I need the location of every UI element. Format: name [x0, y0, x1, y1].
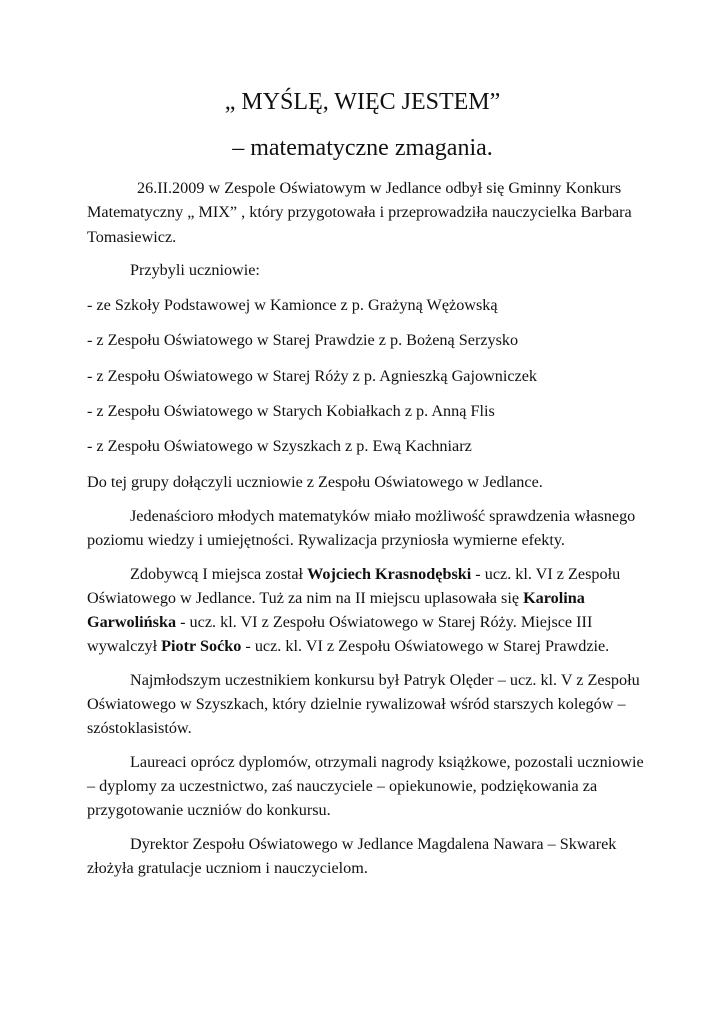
list-item: - z Zespołu Oświatowego w Starej Róży z p. Agnieszką Gajowniczek	[87, 366, 537, 385]
youngest-paragraph: Najmłodszym uczestnikiem konkursu był Patryk Olęder – ucz. kl. V z Zespołu Oświatowego w Szyszkach, który dzielnie rywalizował wśród starszych kolegów – szóstoklasistów.	[87, 670, 640, 738]
arrivals-list	[87, 293, 647, 494]
list-item: - z Zespołu Oświatowego w Szyszkach z p. Ewą Kachniarz	[87, 437, 472, 456]
article-body	[87, 176, 647, 880]
winners-text: - ucz. kl. VI z Zespołu Oświatowego w Jedlance. Tuż za nim na II miejscu uplasowała się	[87, 564, 621, 607]
winners-text: Zdobywcą I miejsca został	[130, 564, 308, 583]
third-place-name: Piotr Soćko	[161, 637, 242, 656]
list-item: - z Zespołu Oświatowego w Starych Kobiałkach z p. Anną Flis	[87, 402, 495, 421]
winners-paragraph	[87, 562, 647, 659]
director-paragraph: Dyrektor Zespołu Oświatowego w Jedlance Magdalena Nawara – Skwarek złożyła gratulacje uczniom i nauczycielom.	[87, 834, 617, 877]
first-place-name: Wojciech Krasnodębski	[307, 564, 472, 583]
title-line-1: „ MYŚLĘ, WIĘC JESTEM”	[224, 89, 501, 115]
list-item: - z Zespołu Oświatowego w Starej Prawdzie z p. Bożeną Serzysko	[87, 331, 519, 350]
title-line-2: – matematyczne zmagania.	[232, 135, 493, 161]
joined-sentence: Do tej grupy dołączyli uczniowie z Zespołu Oświatowego w Jedlance.	[87, 472, 543, 491]
participants-paragraph: Jedenaścioro młodych matematyków miało możliwość sprawdzenia własnego poziomu wiedzy i umiejętności. Rywalizacja przyniosła wymierne efekty.	[87, 506, 636, 550]
list-item: - ze Szkoły Podstawowej w Kamionce z p. Grażyną Wężowską	[87, 296, 498, 315]
second-place-name: Karolina Garwolińska	[87, 588, 585, 632]
intro-paragraph: 26.II.2009 w Zespole Oświatowym w Jedlance odbył się Gminny Konkurs Matematyczny „ MIX” , który przygotowała i przeprowadziła nauczycielka Barbara Tomasiewicz.	[87, 179, 632, 246]
winners-text: - ucz. kl. VI z Zespołu Oświatowego w Starej Prawdzie.	[241, 637, 610, 656]
winners-text: - ucz. kl. VI z Zespołu Oświatowego w Starej Róży. Miejsce III wywalczył	[87, 613, 593, 656]
arrivals-heading: Przybyli uczniowie:	[130, 260, 260, 279]
awards-paragraph: Laureaci oprócz dyplomów, otrzymali nagrody książkowe, pozostali uczniowie – dyplomy za uczestnictwo, zaś nauczyciele – opiekunowie, podziękowania za przygotowanie uczniów do konkursu.	[87, 752, 644, 820]
